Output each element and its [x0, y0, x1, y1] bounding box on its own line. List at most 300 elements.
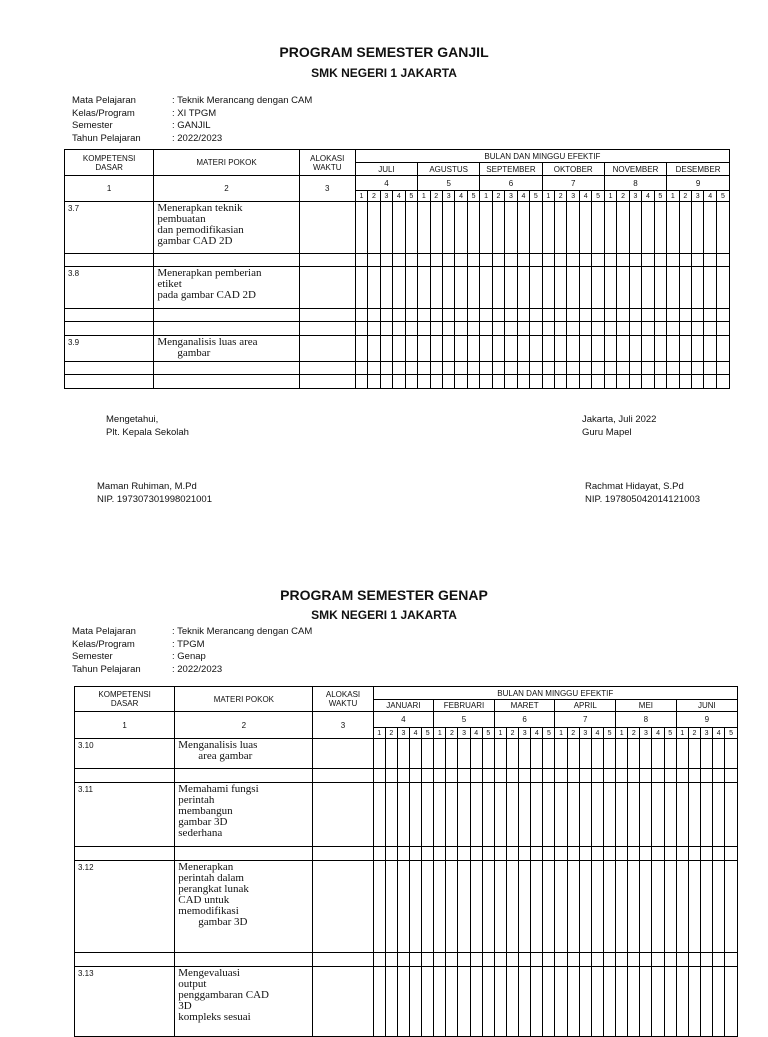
week-cell — [616, 783, 628, 847]
blank-cell — [434, 847, 446, 861]
blank-cell — [642, 309, 654, 322]
blank-cell — [506, 769, 518, 783]
odd-title: PROGRAM SEMESTER GANJIL — [279, 44, 489, 60]
blank-cell — [65, 375, 154, 389]
week-cell — [482, 739, 494, 769]
blank-cell — [405, 309, 417, 322]
blank-cell — [628, 953, 640, 967]
materi-line: 3D — [178, 1000, 192, 1012]
kompetensi-dasar-code: 3.12 — [75, 861, 175, 953]
blank-cell — [629, 362, 641, 375]
week-cell — [385, 967, 397, 1037]
materi-line: perangkat lunak — [178, 883, 249, 895]
week-cell — [380, 202, 392, 254]
even-info-block — [72, 626, 312, 676]
week-cell — [642, 267, 654, 309]
blank-cell — [517, 309, 529, 322]
blank-cell — [470, 953, 482, 967]
week-cell — [531, 739, 543, 769]
alokasi-waktu-cell — [313, 783, 373, 847]
week-number: 4 — [409, 728, 421, 739]
week-number: 1 — [373, 728, 385, 739]
month-effective-weeks: 9 — [676, 712, 737, 728]
week-cell — [654, 267, 666, 309]
month-header: DESEMBER — [667, 163, 730, 176]
blank-cell — [640, 769, 652, 783]
blank-cell — [519, 769, 531, 783]
week-cell — [494, 739, 506, 769]
header-alokasi-waktu — [313, 687, 373, 712]
week-cell — [422, 861, 434, 953]
blank-cell — [667, 309, 679, 322]
week-cell — [506, 967, 518, 1037]
materi-line: CAD untuk — [178, 894, 230, 906]
blank-cell — [517, 254, 529, 267]
week-cell — [355, 267, 367, 309]
week-number: 1 — [555, 728, 567, 739]
week-cell — [654, 202, 666, 254]
blank-cell — [175, 847, 313, 861]
week-cell — [579, 336, 591, 362]
month-header: OKTOBER — [542, 163, 604, 176]
header-text: WAKTU — [328, 699, 358, 708]
month-effective-weeks: 7 — [555, 712, 616, 728]
week-cell — [517, 202, 529, 254]
materi-line: Menerapkan — [178, 861, 234, 873]
week-number: 4 — [591, 728, 603, 739]
materi-line: Menerapkan teknik — [157, 202, 243, 214]
week-number: 3 — [700, 728, 712, 739]
materi-line: area gambar — [198, 750, 253, 762]
week-number: 2 — [679, 191, 691, 202]
blank-cell — [405, 322, 417, 336]
week-cell — [458, 967, 470, 1037]
blank-cell — [455, 309, 467, 322]
week-cell — [567, 783, 579, 847]
week-number: 3 — [629, 191, 641, 202]
blank-cell — [393, 362, 405, 375]
week-cell — [555, 967, 567, 1037]
week-number: 4 — [470, 728, 482, 739]
blank-cell — [617, 375, 629, 389]
blank-cell — [579, 847, 591, 861]
table-row — [75, 783, 738, 847]
blank-cell — [628, 769, 640, 783]
blank-cell — [482, 953, 494, 967]
blank-cell — [480, 375, 492, 389]
table-row-blank — [65, 322, 730, 336]
blank-cell — [667, 322, 679, 336]
week-cell — [555, 336, 567, 362]
week-cell — [422, 739, 434, 769]
blank-cell — [555, 953, 567, 967]
blank-cell — [355, 322, 367, 336]
week-cell — [531, 783, 543, 847]
blank-cell — [175, 953, 313, 967]
blank-cell — [604, 322, 616, 336]
week-cell — [385, 861, 397, 953]
week-cell — [368, 202, 380, 254]
blank-cell — [629, 322, 641, 336]
week-number: 4 — [713, 728, 725, 739]
even-semester-table — [74, 686, 738, 1037]
week-cell — [467, 202, 479, 254]
month-effective-weeks: 7 — [542, 176, 604, 191]
blank-cell — [679, 254, 691, 267]
blank-cell — [470, 847, 482, 861]
month-header: NOVEMBER — [604, 163, 666, 176]
blank-cell — [603, 769, 615, 783]
blank-cell — [368, 362, 380, 375]
week-cell — [458, 739, 470, 769]
week-cell — [604, 336, 616, 362]
month-effective-weeks: 9 — [667, 176, 730, 191]
week-cell — [505, 336, 517, 362]
week-cell — [579, 267, 591, 309]
info-row: Semester : GANJIL — [72, 120, 211, 131]
blank-cell — [652, 847, 664, 861]
blank-cell — [355, 375, 367, 389]
blank-cell — [505, 254, 517, 267]
blank-cell — [409, 953, 421, 967]
materi-line: etiket — [157, 278, 182, 290]
blank-cell — [567, 847, 579, 861]
alokasi-waktu-cell — [299, 336, 355, 362]
blank-cell — [482, 847, 494, 861]
blank-cell — [713, 847, 725, 861]
week-cell — [482, 967, 494, 1037]
week-cell — [467, 267, 479, 309]
week-cell — [652, 967, 664, 1037]
materi-line: gambar 3D — [178, 816, 228, 828]
blank-cell — [692, 254, 704, 267]
week-number: 3 — [640, 728, 652, 739]
blank-cell — [542, 309, 554, 322]
column-number: 3 — [299, 176, 355, 202]
table-row — [65, 336, 730, 362]
signer-nip: NIP. 197307301998021001 — [97, 494, 212, 505]
sign-line: Mengetahui, — [106, 414, 159, 425]
week-cell — [380, 267, 392, 309]
blank-cell — [667, 362, 679, 375]
table-row — [65, 202, 730, 254]
header-kompetensi-dasar — [75, 687, 175, 712]
sign-line: Jakarta, Juli 2022 — [582, 414, 657, 425]
kompetensi-dasar-code: 3.7 — [65, 202, 154, 254]
materi-line: pada gambar CAD 2D — [157, 289, 256, 301]
blank-cell — [592, 375, 604, 389]
blank-cell — [654, 322, 666, 336]
week-cell — [373, 783, 385, 847]
materi-line: gambar CAD 2D — [157, 235, 233, 247]
week-cell — [692, 336, 704, 362]
blank-cell — [692, 362, 704, 375]
header-text: KOMPETENSI — [82, 153, 136, 163]
blank-cell — [654, 254, 666, 267]
week-cell — [519, 861, 531, 953]
week-number: 2 — [628, 728, 640, 739]
blank-cell — [458, 847, 470, 861]
blank-cell — [368, 254, 380, 267]
week-number: 2 — [385, 728, 397, 739]
blank-cell — [616, 769, 628, 783]
week-cell — [409, 783, 421, 847]
blank-cell — [397, 953, 409, 967]
week-cell — [506, 739, 518, 769]
blank-cell — [664, 953, 676, 967]
month-header: MEI — [616, 700, 677, 712]
blank-cell — [591, 769, 603, 783]
week-cell — [716, 336, 729, 362]
week-number: 1 — [676, 728, 688, 739]
blank-cell — [355, 309, 367, 322]
materi-pokok — [154, 336, 299, 362]
week-number: 4 — [642, 191, 654, 202]
blank-cell — [579, 309, 591, 322]
blank-cell — [517, 322, 529, 336]
week-cell — [654, 336, 666, 362]
blank-cell — [480, 309, 492, 322]
blank-cell — [430, 362, 442, 375]
blank-cell — [704, 309, 716, 322]
blank-cell — [716, 362, 729, 375]
week-cell — [373, 967, 385, 1037]
blank-cell — [530, 309, 542, 322]
week-cell — [704, 202, 716, 254]
month-effective-weeks: 8 — [604, 176, 666, 191]
week-number: 1 — [604, 191, 616, 202]
kompetensi-dasar-code: 3.10 — [75, 739, 175, 769]
blank-cell — [467, 309, 479, 322]
week-number: 5 — [530, 191, 542, 202]
blank-cell — [480, 322, 492, 336]
blank-cell — [530, 375, 542, 389]
blank-cell — [676, 953, 688, 967]
week-cell — [506, 783, 518, 847]
week-cell — [505, 202, 517, 254]
table-row — [75, 967, 738, 1037]
blank-cell — [592, 362, 604, 375]
week-cell — [517, 336, 529, 362]
week-cell — [579, 202, 591, 254]
blank-cell — [579, 953, 591, 967]
blank-cell — [531, 847, 543, 861]
alokasi-waktu-cell — [313, 861, 373, 953]
week-cell — [543, 967, 555, 1037]
week-cell — [713, 967, 725, 1037]
week-number: 3 — [567, 191, 579, 202]
week-cell — [385, 739, 397, 769]
week-cell — [713, 783, 725, 847]
week-cell — [617, 202, 629, 254]
week-cell — [434, 967, 446, 1037]
week-number: 5 — [716, 191, 729, 202]
week-cell — [455, 202, 467, 254]
blank-cell — [455, 322, 467, 336]
blank-cell — [467, 254, 479, 267]
table-row — [75, 861, 738, 953]
week-cell — [604, 202, 616, 254]
blank-cell — [418, 309, 430, 322]
blank-cell — [617, 254, 629, 267]
week-cell — [567, 336, 579, 362]
week-cell — [397, 739, 409, 769]
blank-cell — [442, 375, 454, 389]
header-text: ALOKASI — [325, 690, 361, 699]
blank-cell — [393, 375, 405, 389]
blank-cell — [368, 322, 380, 336]
blank-cell — [373, 953, 385, 967]
week-cell — [519, 783, 531, 847]
week-cell — [519, 967, 531, 1037]
week-cell — [567, 267, 579, 309]
week-cell — [555, 783, 567, 847]
materi-pokok — [154, 267, 299, 309]
blank-cell — [505, 322, 517, 336]
week-cell — [716, 202, 729, 254]
blank-cell — [692, 309, 704, 322]
blank-cell — [700, 953, 712, 967]
blank-cell — [175, 769, 313, 783]
blank-cell — [355, 254, 367, 267]
blank-cell — [679, 309, 691, 322]
blank-cell — [725, 769, 738, 783]
week-cell — [617, 267, 629, 309]
week-number: 1 — [480, 191, 492, 202]
week-cell — [667, 202, 679, 254]
week-cell — [664, 861, 676, 953]
materi-line: Mengevaluasi — [178, 967, 240, 979]
blank-cell — [299, 309, 355, 322]
blank-cell — [430, 375, 442, 389]
month-header: AGUSTUS — [418, 163, 480, 176]
blank-cell — [629, 254, 641, 267]
week-cell — [725, 739, 738, 769]
alokasi-waktu-cell — [299, 202, 355, 254]
week-cell — [531, 967, 543, 1037]
week-number: 3 — [579, 728, 591, 739]
month-effective-weeks: 4 — [355, 176, 417, 191]
blank-cell — [664, 769, 676, 783]
month-header: MARET — [494, 700, 555, 712]
week-cell — [579, 739, 591, 769]
week-cell — [492, 202, 504, 254]
blank-cell — [355, 362, 367, 375]
materi-pokok — [154, 202, 299, 254]
week-cell — [482, 861, 494, 953]
blank-cell — [692, 375, 704, 389]
blank-cell — [397, 847, 409, 861]
blank-cell — [688, 953, 700, 967]
week-number: 2 — [506, 728, 518, 739]
materi-line: perintah dalam — [178, 872, 244, 884]
blank-cell — [617, 362, 629, 375]
table-row-blank — [75, 769, 738, 783]
blank-cell — [517, 375, 529, 389]
week-cell — [470, 861, 482, 953]
blank-cell — [446, 953, 458, 967]
week-number: 2 — [567, 728, 579, 739]
week-cell — [616, 739, 628, 769]
column-number: 3 — [313, 712, 373, 739]
week-cell — [409, 967, 421, 1037]
blank-cell — [555, 847, 567, 861]
month-header: JULI — [355, 163, 417, 176]
week-number: 5 — [422, 728, 434, 739]
blank-cell — [628, 847, 640, 861]
month-effective-weeks: 8 — [616, 712, 677, 728]
blank-cell — [591, 847, 603, 861]
blank-cell — [716, 375, 729, 389]
table-row-blank — [65, 362, 730, 375]
week-number: 5 — [603, 728, 615, 739]
materi-pokok — [175, 861, 313, 953]
week-cell — [470, 783, 482, 847]
week-cell — [700, 783, 712, 847]
week-cell — [380, 336, 392, 362]
week-cell — [480, 267, 492, 309]
week-cell — [393, 202, 405, 254]
week-cell — [409, 739, 421, 769]
blank-cell — [154, 375, 299, 389]
blank-cell — [542, 254, 554, 267]
materi-pokok — [175, 739, 313, 769]
week-number: 3 — [505, 191, 517, 202]
week-cell — [418, 267, 430, 309]
blank-cell — [455, 375, 467, 389]
week-number: 5 — [664, 728, 676, 739]
blank-cell — [65, 362, 154, 375]
week-cell — [591, 861, 603, 953]
materi-line: output — [178, 978, 207, 990]
week-number: 3 — [380, 191, 392, 202]
odd-sign-left — [106, 413, 189, 439]
week-number: 1 — [667, 191, 679, 202]
blank-cell — [704, 362, 716, 375]
week-cell — [531, 861, 543, 953]
week-cell — [676, 861, 688, 953]
materi-pokok — [175, 967, 313, 1037]
week-cell — [368, 336, 380, 362]
week-number: 4 — [455, 191, 467, 202]
week-cell — [519, 739, 531, 769]
even-school: SMK NEGERI 1 JAKARTA — [311, 608, 457, 622]
week-cell — [603, 739, 615, 769]
blank-cell — [567, 375, 579, 389]
blank-cell — [654, 309, 666, 322]
blank-cell — [519, 953, 531, 967]
blank-cell — [380, 362, 392, 375]
week-cell — [505, 267, 517, 309]
week-cell — [629, 202, 641, 254]
week-cell — [567, 202, 579, 254]
info-row: Kelas/Program : XI TPGM — [72, 107, 217, 119]
blank-cell — [75, 769, 175, 783]
blank-cell — [422, 769, 434, 783]
week-cell — [430, 336, 442, 362]
sign-line: Plt. Kepala Sekolah — [106, 427, 189, 438]
week-cell — [434, 783, 446, 847]
blank-cell — [380, 254, 392, 267]
blank-cell — [688, 847, 700, 861]
week-number: 4 — [393, 191, 405, 202]
week-cell — [679, 336, 691, 362]
month-effective-weeks: 6 — [494, 712, 555, 728]
week-number: 5 — [482, 728, 494, 739]
header-materi-pokok: MATERI POKOK — [154, 150, 299, 176]
week-number: 3 — [458, 728, 470, 739]
week-cell — [591, 783, 603, 847]
